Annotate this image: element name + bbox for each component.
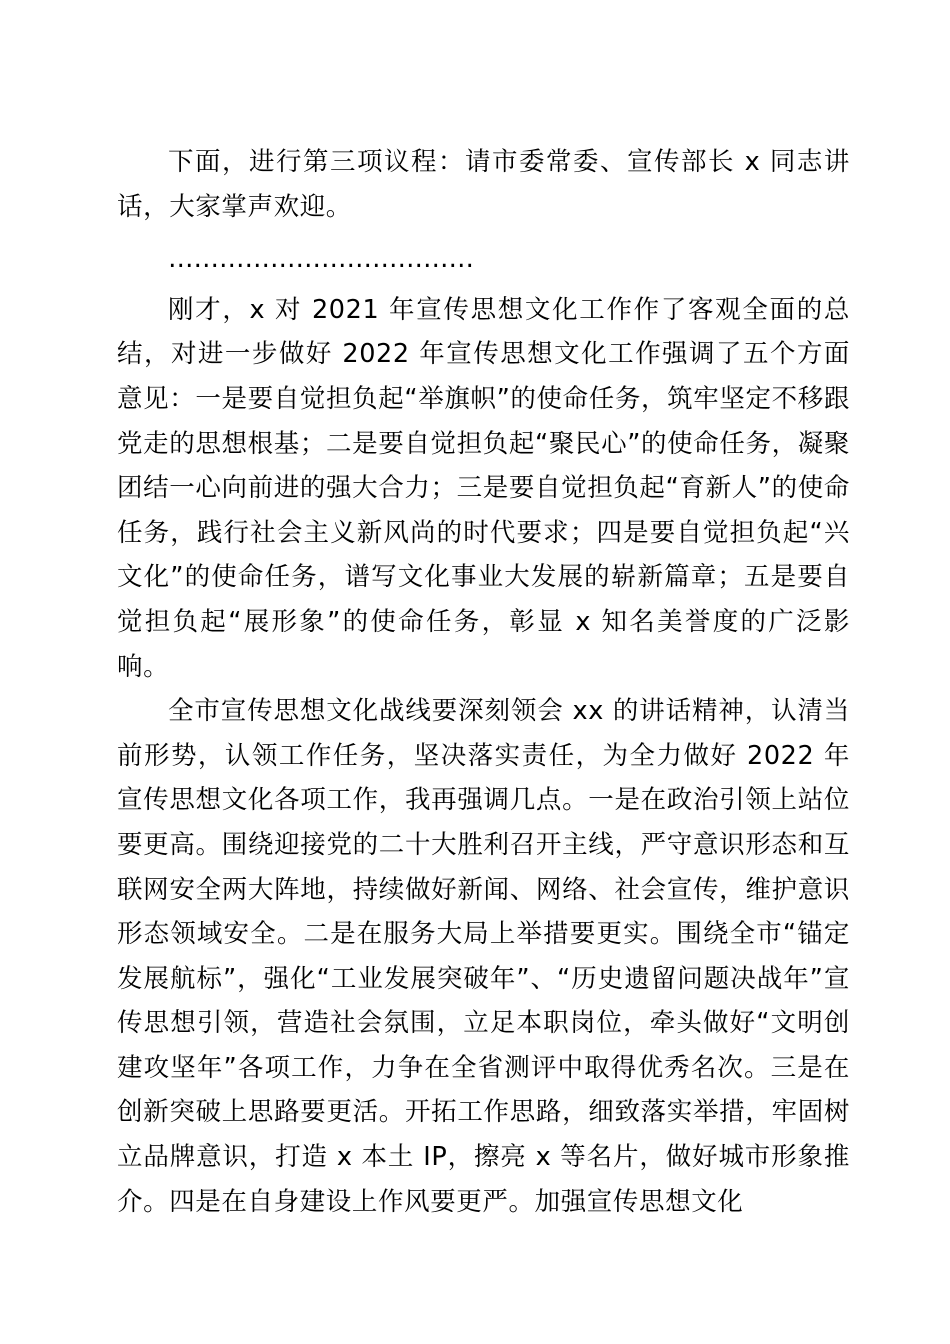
paragraph-summary: 刚才，x 对 2021 年宣传思想文化工作作了客观全面的总结，对进一步做好 2022 年宣传思想文化工作强调了五个方面意见：一是要自觉担负起“举旗帜”的使命任务，筑牢坚定不移跟党走的思想根基；二是要自觉担负起“聚民心”的使命任务，凝聚团结一心向前进的强大合力；三是要自觉担负起“育新人”的使命任务，践行社会主义新风尚的时代要求；四是要自觉担负起“兴文化”的使命任务，谱写文化事业大发展的崭新篇章；五是要自觉担负起“展形象”的使命任务，彰显 x 知名美誉度的广泛影响。 — [117, 294, 850, 682]
ellipsis-separator: ……………………………… — [168, 244, 474, 275]
paragraph-requirements: 全市宣传思想文化战线要深刻领会 xx 的讲话精神，认清当前形势，认领工作任务，坚决落实责任，为全力做好 2022 年宣传思想文化各项工作，我再强调几点。一是在政治引领上站位要更高。围绕迎接党的二十大胜利召开主线，严守意识形态和互联网安全两大阵地，持续做好新闻、网络、社会宣传，维护意识形态领域安全。二是在服务大局上举措要更实。围绕全市“锚定发展航标”，强化“工业发展突破年”、“历史遗留问题决战年”宣传思想引领，营造社会氛围，立足本职岗位，牵头做好“文明创建攻坚年”各项工作，力争在全省测评中取得优秀名次。三是在创新突破上思路要更活。开拓工作思路，细致落实举措，牢固树立品牌意识，打造 x 本土 IP，擦亮 x 等名片，做好城市形象推介。四是在自身建设上作风要更严。加强宣传思想文化 — [117, 696, 850, 1217]
paragraph-agenda: 下面，进行第三项议程：请市委常委、宣传部长 x 同志讲话，大家掌声欢迎。 — [117, 147, 850, 222]
document-page — [117, 140, 850, 1224]
